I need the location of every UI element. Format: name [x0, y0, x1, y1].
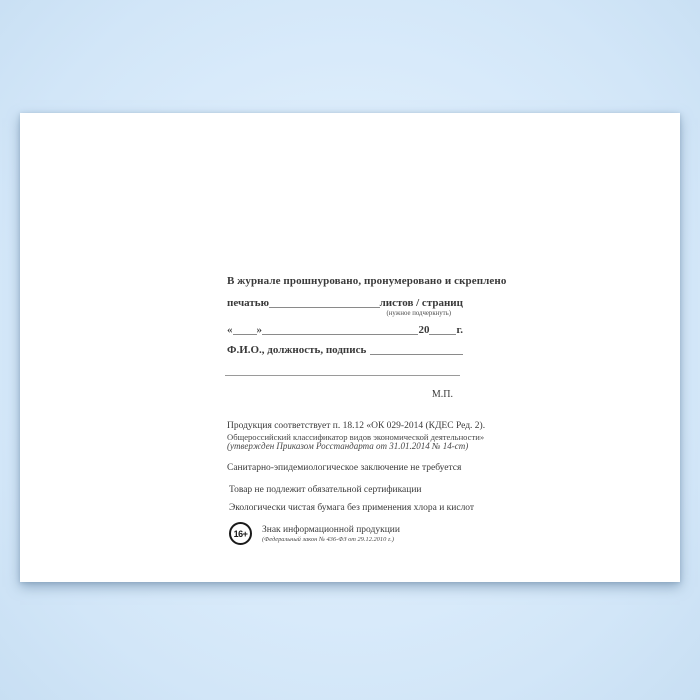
blank-fill-line: [269, 296, 380, 308]
compliance-line-3: (утвержден Приказом Росстандарта от 31.01.2014 № 14-ст): [227, 441, 469, 451]
sanitary-statement: Санитарно-эпидемиологическое заключение не требуется: [227, 463, 462, 473]
stamp-abbr: М.П.: [431, 389, 453, 400]
blank-signature-line: [370, 343, 463, 355]
age-mark-law-note: (Федеральный закон № 436-ФЗ от 29.12.2010 г.): [262, 535, 395, 543]
age-mark-block: [227, 522, 463, 545]
year-suffix: г.: [456, 324, 463, 336]
quote-open: «: [227, 324, 233, 336]
eco-paper-statement: Экологически чистая бумага без применения хлора и кислот: [229, 503, 475, 513]
underline-hint: (нужное подчеркнуть): [386, 310, 451, 317]
quote-close: »: [256, 324, 262, 336]
full-blank-line: [225, 375, 460, 376]
signature-label: Ф.И.О., должность, подпись: [227, 344, 367, 356]
age-mark-text: [262, 522, 400, 543]
certification-statement: Товар не подлежит обязательной сертификации: [229, 485, 422, 495]
seal-row: [227, 296, 463, 310]
compliance-line-1: Продукция соответствует п. 18.12 «ОК 029-2014 (КДЕС Ред. 2).: [227, 421, 486, 431]
document-page: [20, 113, 680, 582]
age-mark-title: Знак информационной продукции: [262, 525, 400, 535]
stitched-statement: В журнале прошнуровано, пронумеровано и скреплено: [227, 275, 507, 287]
year-prefix: 20: [418, 324, 430, 336]
text-column: [227, 113, 507, 582]
date-row: [227, 323, 463, 337]
signature-row: [227, 343, 463, 357]
blank-year-line: [429, 323, 456, 335]
blank-month-line: [262, 323, 418, 335]
age-16-badge-icon: 16+: [229, 522, 252, 545]
seal-label: печатью: [227, 297, 269, 309]
blank-day-line: [233, 323, 257, 335]
sheets-pages-label: листов / страниц: [379, 297, 463, 309]
compliance-line-2: Общероссийский классификатор видов экономической деятельности»: [227, 431, 485, 442]
